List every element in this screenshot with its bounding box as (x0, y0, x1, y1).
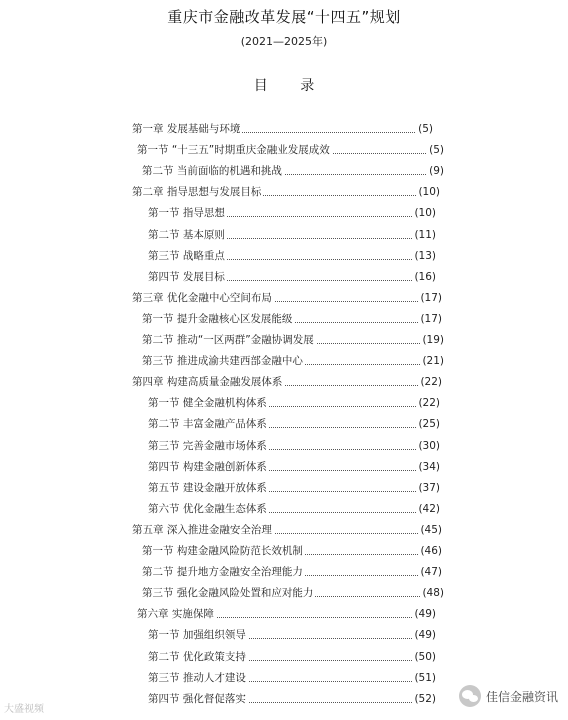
toc-entry-page: (45) (418, 521, 442, 539)
toc-entry-page: (21) (420, 352, 444, 370)
toc-entry-label: 第三章 优化金融中心空间布局 (132, 289, 274, 307)
toc-entry (148, 648, 436, 666)
toc-entry-page: (17) (418, 310, 442, 328)
toc-entry-page: (13) (412, 247, 436, 265)
watermark-left: 大盛视频 (4, 704, 44, 715)
toc-entry-page: (46) (418, 542, 442, 560)
toc-entry-label: 第六章 实施保障 (137, 605, 216, 623)
toc-entry-page: (25) (416, 415, 440, 433)
toc-entry-label: 第二节 提升地方金融安全治理能力 (142, 563, 305, 581)
wechat-icon (459, 685, 481, 707)
toc-entry-page: (9) (427, 162, 444, 180)
toc-entry-label: 第四节 发展目标 (148, 268, 227, 286)
toc-entry (148, 204, 436, 222)
toc-entry (148, 626, 436, 644)
toc-entry (132, 373, 442, 391)
toc-entry (142, 310, 442, 328)
toc-entry-page: (49) (412, 605, 436, 623)
toc-entry-label: 第二节 推动“一区两群”金融协调发展 (142, 331, 316, 349)
toc-entry-label: 第一节 加强组织领导 (148, 626, 248, 644)
toc-entry (148, 669, 436, 687)
toc-entry-label: 第三节 完善金融市场体系 (148, 437, 269, 455)
toc-entry-page: (37) (416, 479, 440, 497)
toc-entry (142, 563, 442, 581)
toc-entry-page: (50) (412, 648, 436, 666)
toc-entry (142, 352, 444, 370)
toc-heading: 目 录 (253, 78, 329, 94)
document-title: 重庆市金融改革发展“十四五”规划 (167, 8, 401, 26)
toc-entry-page: (42) (416, 500, 440, 518)
toc-entry-page: (17) (418, 289, 442, 307)
toc-entry-label: 第三节 推动人才建设 (148, 669, 248, 687)
toc-entry-page: (48) (420, 584, 444, 602)
toc-entry (137, 141, 444, 159)
toc-entry (148, 415, 440, 433)
toc-entry-label: 第三节 战略重点 (148, 247, 227, 265)
toc-entry-label: 第三节 推进成渝共建西部金融中心 (142, 352, 305, 370)
toc-entry-label: 第一节 提升金融核心区发展能级 (142, 310, 294, 328)
toc-entry-label: 第一章 发展基础与环境 (132, 120, 242, 138)
toc-entry-page: (11) (412, 226, 436, 244)
watermark-account-name: 佳信金融资讯 (485, 689, 558, 704)
toc-entry (148, 437, 440, 455)
toc-entry-label: 第五章 深入推进金融安全治理 (132, 521, 274, 539)
toc-entry-label: 第二节 基本原则 (148, 226, 227, 244)
toc-entry-label: 第四章 构建高质量金融发展体系 (132, 373, 284, 391)
toc-entry (148, 500, 440, 518)
toc-entry-label: 第一节 “十三五”时期重庆金融业发展成效 (137, 141, 332, 159)
toc-entry-page: (49) (412, 626, 436, 644)
toc-entry (148, 268, 436, 286)
toc-entry-label: 第三节 强化金融风险处置和应对能力 (142, 584, 315, 602)
toc-entry-label: 第六节 优化金融生态体系 (148, 500, 269, 518)
toc-entry-page: (22) (416, 394, 440, 412)
toc-entry-page: (34) (416, 458, 440, 476)
toc-entry-page: (47) (418, 563, 442, 581)
toc-entry-page: (5) (427, 141, 444, 159)
document-subtitle: (2021—2025年) (240, 35, 328, 48)
toc-entry-page: (51) (412, 669, 436, 687)
toc-entry (142, 584, 444, 602)
toc-entry-label: 第五节 建设金融开放体系 (148, 479, 269, 497)
toc-entry-page: (19) (420, 331, 444, 349)
toc-entry (142, 542, 442, 560)
toc-entry-label: 第一节 指导思想 (148, 204, 227, 222)
toc-entry (142, 162, 444, 180)
toc-entry-label: 第四节 构建金融创新体系 (148, 458, 269, 476)
toc-entry-label: 第二章 指导思想与发展目标 (132, 183, 263, 201)
toc-entry-page: (16) (412, 268, 436, 286)
toc-entry-page: (10) (412, 204, 436, 222)
toc-entry (132, 289, 442, 307)
toc-entry (142, 331, 444, 349)
toc-entry (132, 120, 433, 138)
toc-entry (148, 479, 440, 497)
toc-entry-label: 第一节 构建金融风险防范长效机制 (142, 542, 305, 560)
toc-entry-label: 第四节 强化督促落实 (148, 690, 248, 708)
toc-entry (148, 247, 436, 265)
toc-entry-label: 第二节 优化政策支持 (148, 648, 248, 666)
toc-entry (132, 521, 442, 539)
toc-entry-page: (5) (416, 120, 433, 138)
watermark-right (459, 684, 558, 708)
toc-entry-label: 第二节 丰富金融产品体系 (148, 415, 269, 433)
toc-entry (148, 690, 436, 708)
toc-entry-label: 第二节 当前面临的机遇和挑战 (142, 162, 284, 180)
toc-entry-page: (10) (416, 183, 440, 201)
toc-entry (132, 183, 440, 201)
toc-entry (148, 458, 440, 476)
toc-entry-page: (30) (416, 437, 440, 455)
toc-entry (137, 605, 436, 623)
toc-entry-page: (22) (418, 373, 442, 391)
toc-entry (148, 394, 440, 412)
toc-entry-label: 第一节 健全金融机构体系 (148, 394, 269, 412)
toc-entry (148, 226, 436, 244)
toc-entry-page: (52) (412, 690, 436, 708)
